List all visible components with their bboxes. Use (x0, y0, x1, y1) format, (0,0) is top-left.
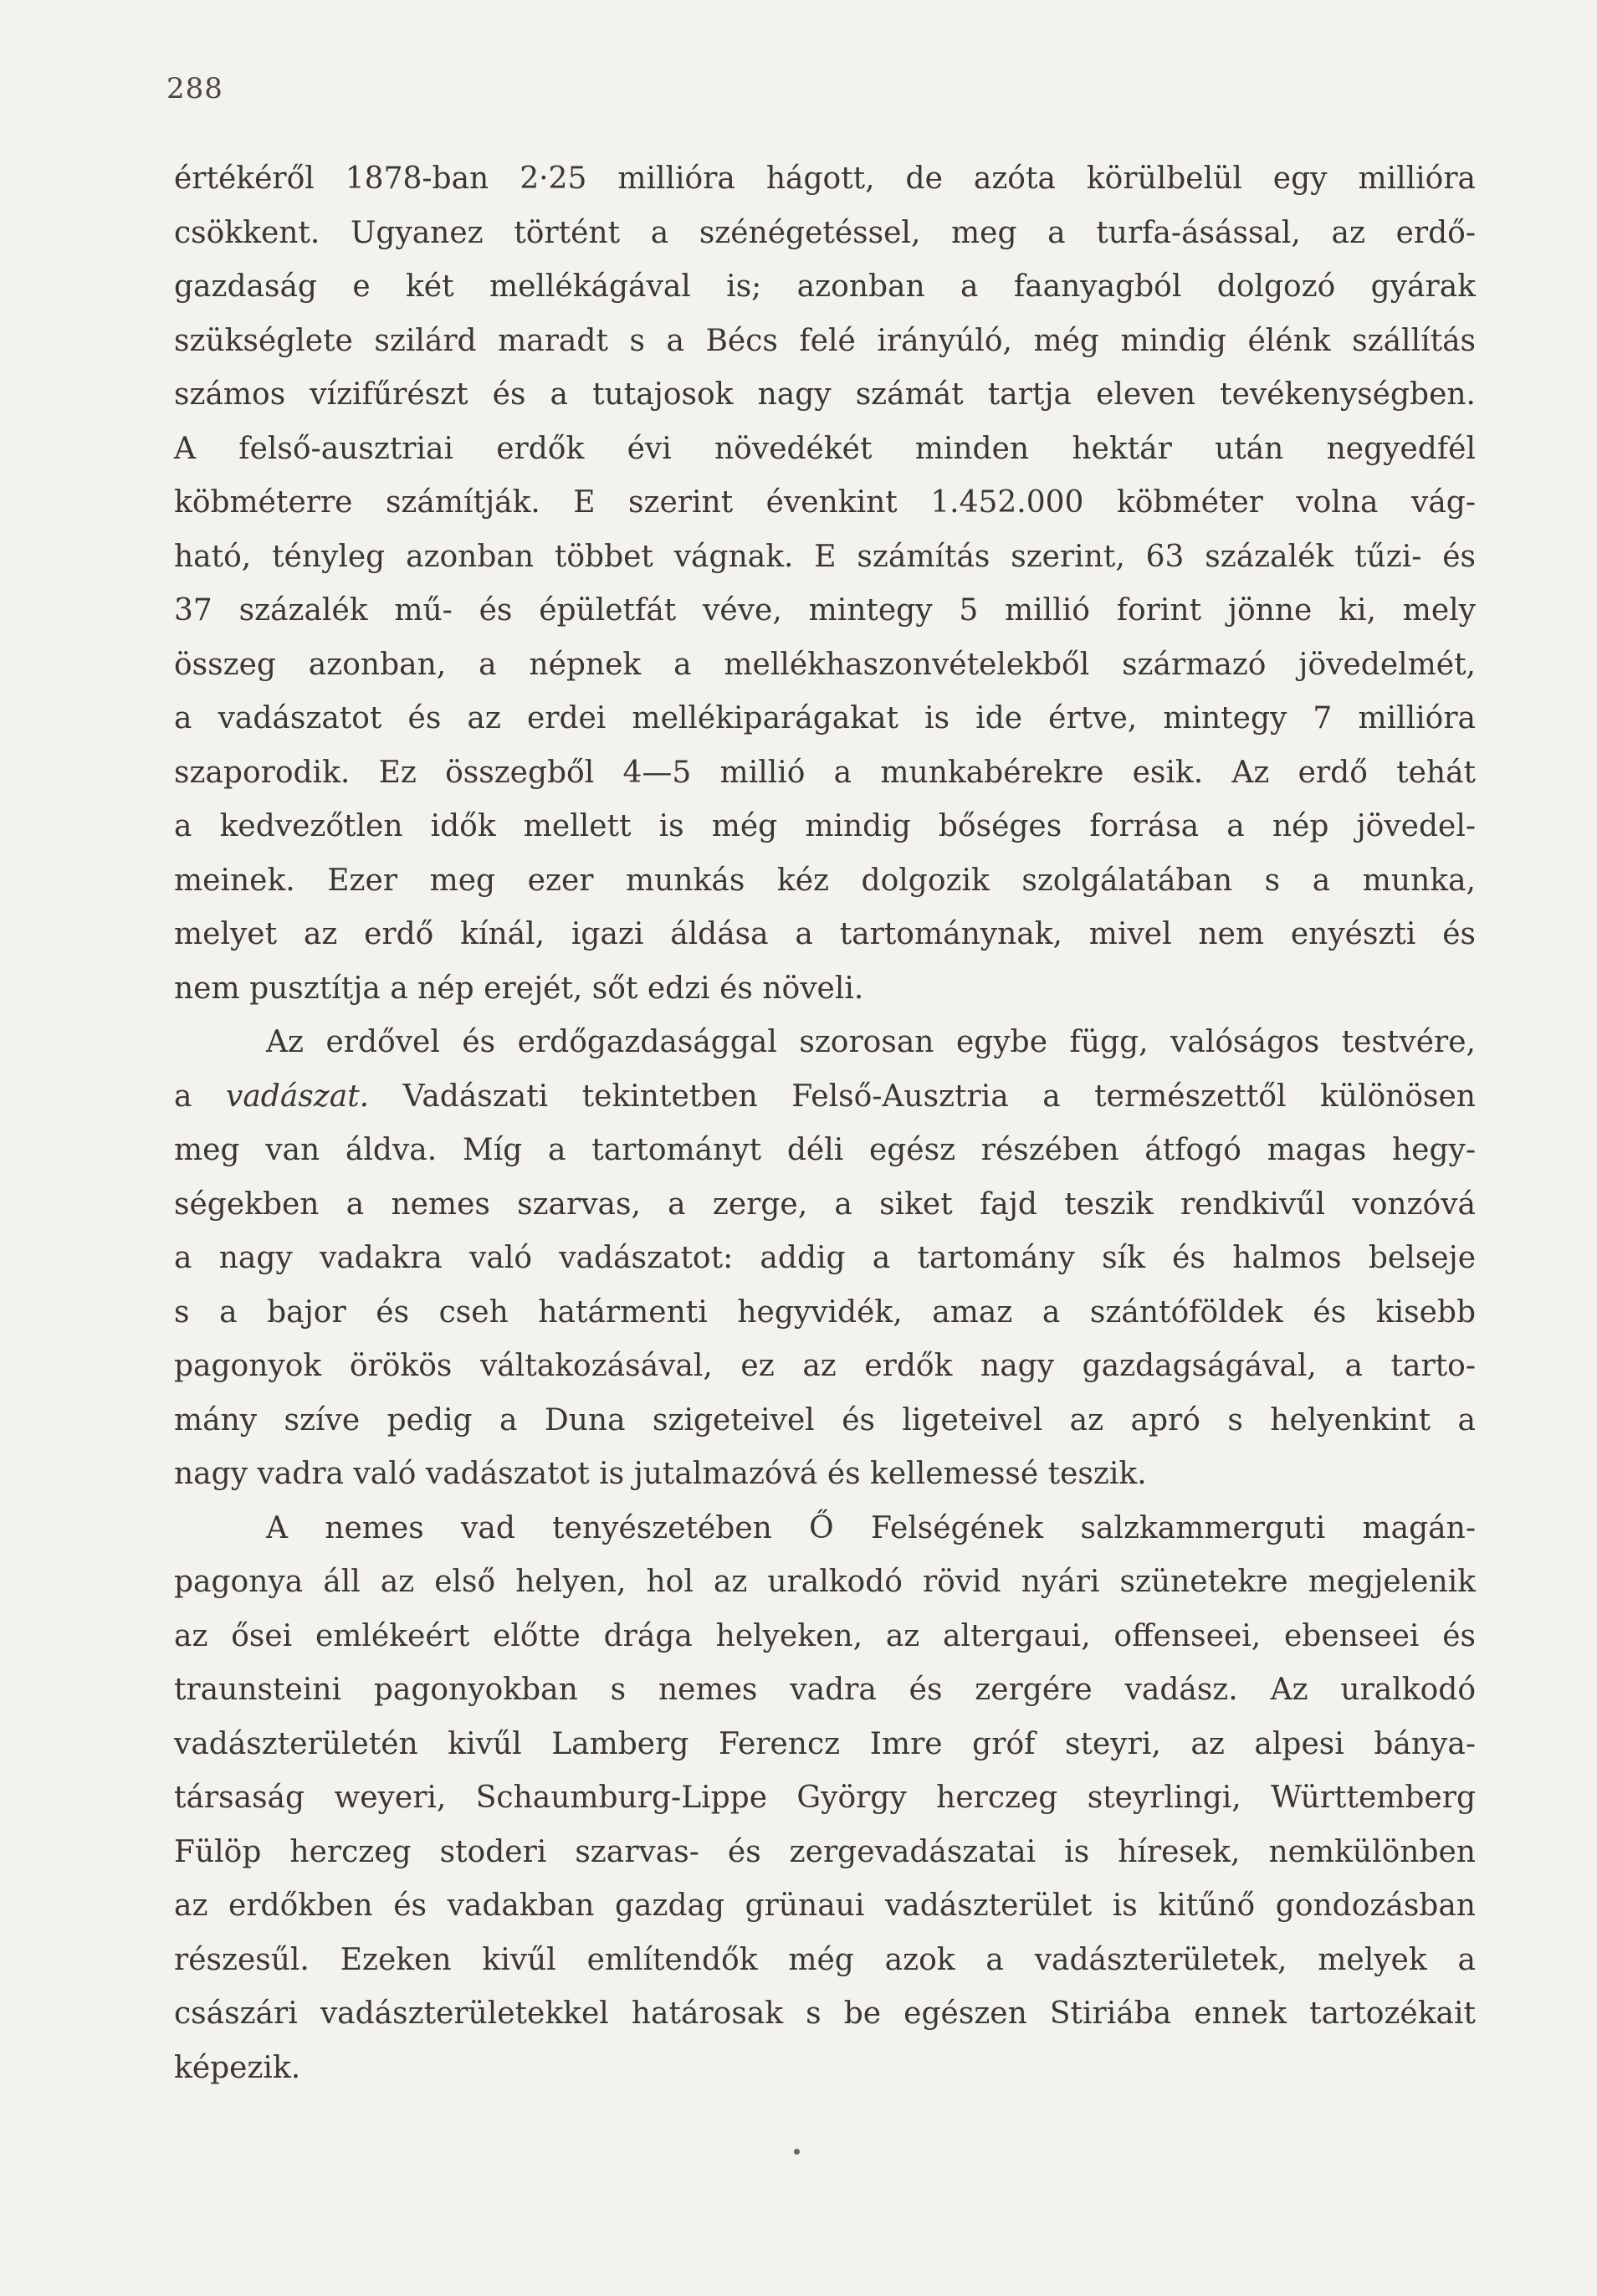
italic-term: vadászat. (225, 1079, 370, 1114)
text-line: vadászterületén kivűl Lamberg Ferencz Imre gróf steyri, az alpesi bánya- (174, 1726, 1476, 1761)
text-line: A nemes vad tenyészetében Ő Felségének salzkammerguti magán- (266, 1510, 1476, 1545)
text-prefix: a (174, 1079, 226, 1114)
text-line: császári vadászterületekkel határosak s be egészen Stiriába ennek tartozékait (174, 1996, 1476, 2031)
text-line: szükséglete szilárd maradt s a Bécs felé irányúló, még mindig élénk szállítás (174, 323, 1476, 358)
text-line: a nagy vadakra való vadászatot: addig a tartomány sík és halmos belseje (174, 1241, 1476, 1275)
page-number: 288 (166, 72, 223, 105)
text-line: az erdőkben és vadakban gazdag grünaui vadászterület is kitűnő gondozásban (174, 1889, 1476, 1923)
text-line: A felső-ausztriai erdők évi növedékét minden hektár után negyedfél (174, 431, 1476, 466)
text-line: ségekben a nemes szarvas, a zerge, a siket fajd teszik rendkivűl vonzóvá (174, 1186, 1476, 1222)
text-line: traunsteini pagonyokban s nemes vadra és zergére vadász. Az uralkodó (174, 1673, 1476, 1707)
text-line: nem pusztítja a nép erejét, sőt edzi és növeli. (174, 971, 864, 1006)
text-rest: Vadászati tekintetben Felső-Ausztria a természettől különösen (402, 1079, 1476, 1114)
ink-dot (794, 2149, 800, 2155)
body-text (174, 152, 1476, 2095)
text-line: csökkent. Ugyanez történt a szénégetéssel, meg a turfa-ásással, az erdő- (174, 215, 1476, 250)
text-line: meinek. Ezer meg ezer munkás kéz dolgozik szolgálatában s a munka, (174, 863, 1476, 898)
text-line: képezik. (174, 2050, 301, 2085)
text-line: pagonyok örökös váltakozásával, ez az erdők nagy gazdagságával, a tarto- (174, 1349, 1476, 1383)
text-line: melyet az erdő kínál, igazi áldása a tartománynak, mivel nem enyészti és (174, 917, 1476, 951)
text-line: az ősei emlékeért előtte drága helyeken, az altergaui, offenseei, ebenseei és (174, 1618, 1476, 1653)
text-line: Az erdővel és erdőgazdasággal szorosan egybe függ, valóságos testvére, (266, 1025, 1476, 1059)
text-line: szaporodik. Ez összegből 4—5 millió a munkabérekre esik. Az erdő tehát (174, 755, 1476, 790)
text-line: gazdaság e két mellékágával is; azonban a faanyagból dolgozó gyárak (174, 269, 1476, 304)
text-line: Fülöp herczeg stoderi szarvas- és zergevadászatai is híresek, nemkülönben (174, 1834, 1476, 1869)
text-line: s a bajor és cseh határmenti hegyvidék, amaz a szántóföldek és kisebb (174, 1294, 1476, 1330)
text-line: nagy vadra való vadászatot is jutalmazóvá és kellemessé teszik. (174, 1457, 1147, 1491)
text-line-with-italic (174, 1070, 1476, 1125)
text-line: meg van áldva. Míg a tartományt déli egész részében átfogó magas hegy- (174, 1133, 1476, 1167)
text-line: a vadászatot és az erdei mellékiparágakat is ide értve, mintegy 7 millióra (174, 701, 1476, 735)
text-line: 37 százalék mű- és épületfát véve, mintegy 5 millió forint jönne ki, mely (174, 593, 1476, 628)
text-line: köbméterre számítják. E szerint évenkint 1.452.000 köbméter volna vág- (174, 485, 1476, 520)
text-line: részesűl. Ezeken kivűl említendők még azok a vadászterületek, melyek a (174, 1942, 1476, 1977)
text-line: társaság weyeri, Schaumburg-Lippe György herczeg steyrlingi, Württemberg (174, 1781, 1476, 1815)
text-line: a kedvezőtlen idők mellett is még mindig bőséges forrása a nép jövedel- (174, 809, 1476, 843)
text-line: ható, tényleg azonban többet vágnak. E számítás szerint, 63 százalék tűzi- és (174, 539, 1476, 574)
text-line: számos vízifűrészt és a tutajosok nagy számát tartja eleven tevékenységben. (174, 377, 1476, 412)
text-line: mány szíve pedig a Duna szigeteivel és ligeteivel az apró s helyenkint a (174, 1402, 1476, 1438)
text-line: pagonya áll az első helyen, hol az uralkodó rövid nyári szünetekre megjelenik (174, 1565, 1476, 1599)
text-line: értékéről 1878-ban 2·25 millióra hágott, de azóta körülbelül egy millióra (174, 161, 1476, 196)
text-line: összeg azonban, a népnek a mellékhaszonvételekből származó jövedelmét, (174, 647, 1476, 682)
